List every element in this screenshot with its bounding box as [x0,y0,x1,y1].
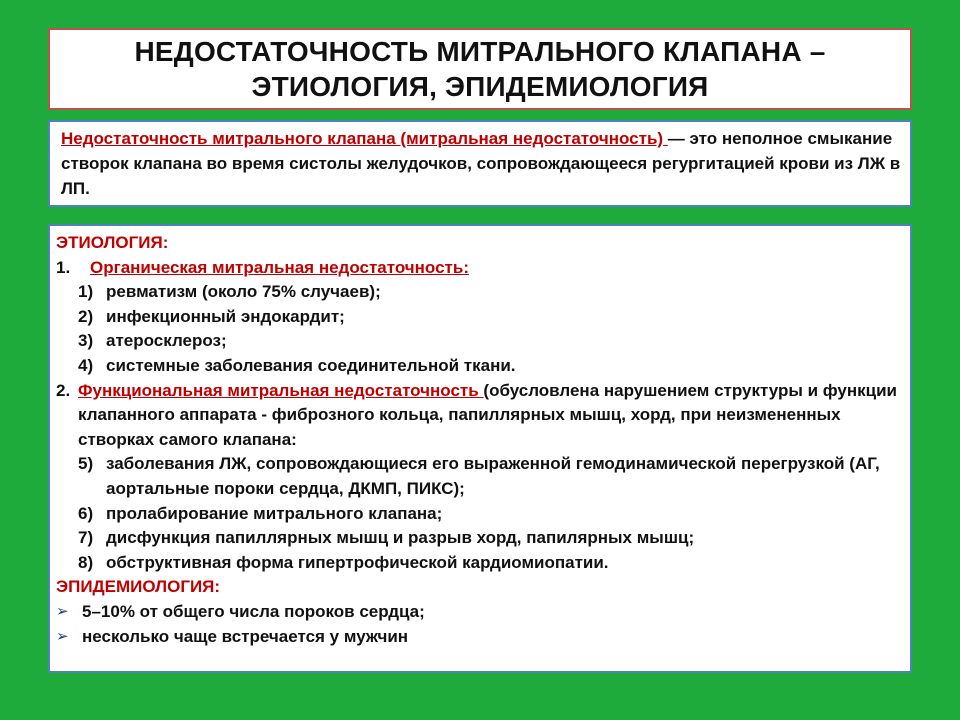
item-text: несколько чаще встречается у мужчин [82,626,409,646]
list-item [56,625,904,650]
item-text: заболевания ЛЖ, сопровождающиеся его выраженной гемодинамической перегрузкой (АГ, аортальные пороки сердца, ДКМП, ПИКС); [106,454,880,498]
etiology-group-2 [56,379,904,453]
item-text: атеросклероз; [106,331,227,351]
slide-title-box [48,28,912,110]
item-number: 4) [78,355,94,375]
list-item [56,354,904,379]
slide-title-line-2: ЭТИОЛОГИЯ, ЭПИДЕМИОЛОГИЯ [251,71,709,102]
group-2-desc: (обусловлена нарушением структуры и функции клапанного аппарата - фиброзного кольца, папиллярных мышц, хорд, при неизмененных створках самого клапана: [78,380,898,449]
item-number: 2) [78,306,94,326]
list-item [56,502,904,527]
item-text: системные заболевания соединительной ткани. [106,355,516,375]
slide-title-line-1: НЕДОСТАТОЧНОСТЬ МИТРАЛЬНОГО КЛАПАНА – [134,36,826,67]
item-text: инфекционный эндокардит; [106,306,345,326]
list-item [56,305,904,330]
item-number: 1) [78,282,94,302]
group-1-title: Органическая митральная недостаточность: [90,257,469,277]
arrow-bullet-icon: ➢ [56,602,69,620]
content-box [48,224,912,673]
group-2-body [78,379,904,453]
group-2-number: 2. [56,380,71,400]
definition-term: Недостаточность митрального клапана (митральная недостаточность) [61,129,668,148]
list-item [56,280,904,305]
item-text: дисфункция папиллярных мышц и разрыв хорд, папилярных мышц; [106,528,695,548]
item-text: ревматизм (около 75% случаев); [106,282,381,302]
list-item [56,600,904,625]
list-item [56,329,904,354]
list-item [56,452,904,501]
epidemiology-header: ЭПИДЕМИОЛОГИЯ: [56,577,221,597]
item-text: 5–10% от общего числа пороков сердца; [82,601,425,621]
list-item [56,526,904,551]
definition-text: — это неполное смыкание створок клапана во время систолы желудочков, сопровождающееся регургитацией крови из ЛЖ в ЛП. [61,129,901,198]
arrow-bullet-icon: ➢ [56,627,69,645]
item-number: 6) [78,503,94,523]
item-number: 8) [78,552,94,572]
item-number: 5) [78,454,94,474]
list-item [56,551,904,576]
definition-box [48,120,912,207]
etiology-group-1 [56,256,904,281]
group-1-number: 1. [56,257,71,277]
item-text: пролабирование митрального клапана; [106,503,443,523]
etiology-header: ЭТИОЛОГИЯ: [56,233,169,252]
item-number: 3) [78,331,94,351]
group-2-title: Функциональная митральная недостаточность [78,380,484,400]
item-number: 7) [78,528,94,548]
item-text: обструктивная форма гипертрофической кардиомиопатии. [106,552,609,572]
